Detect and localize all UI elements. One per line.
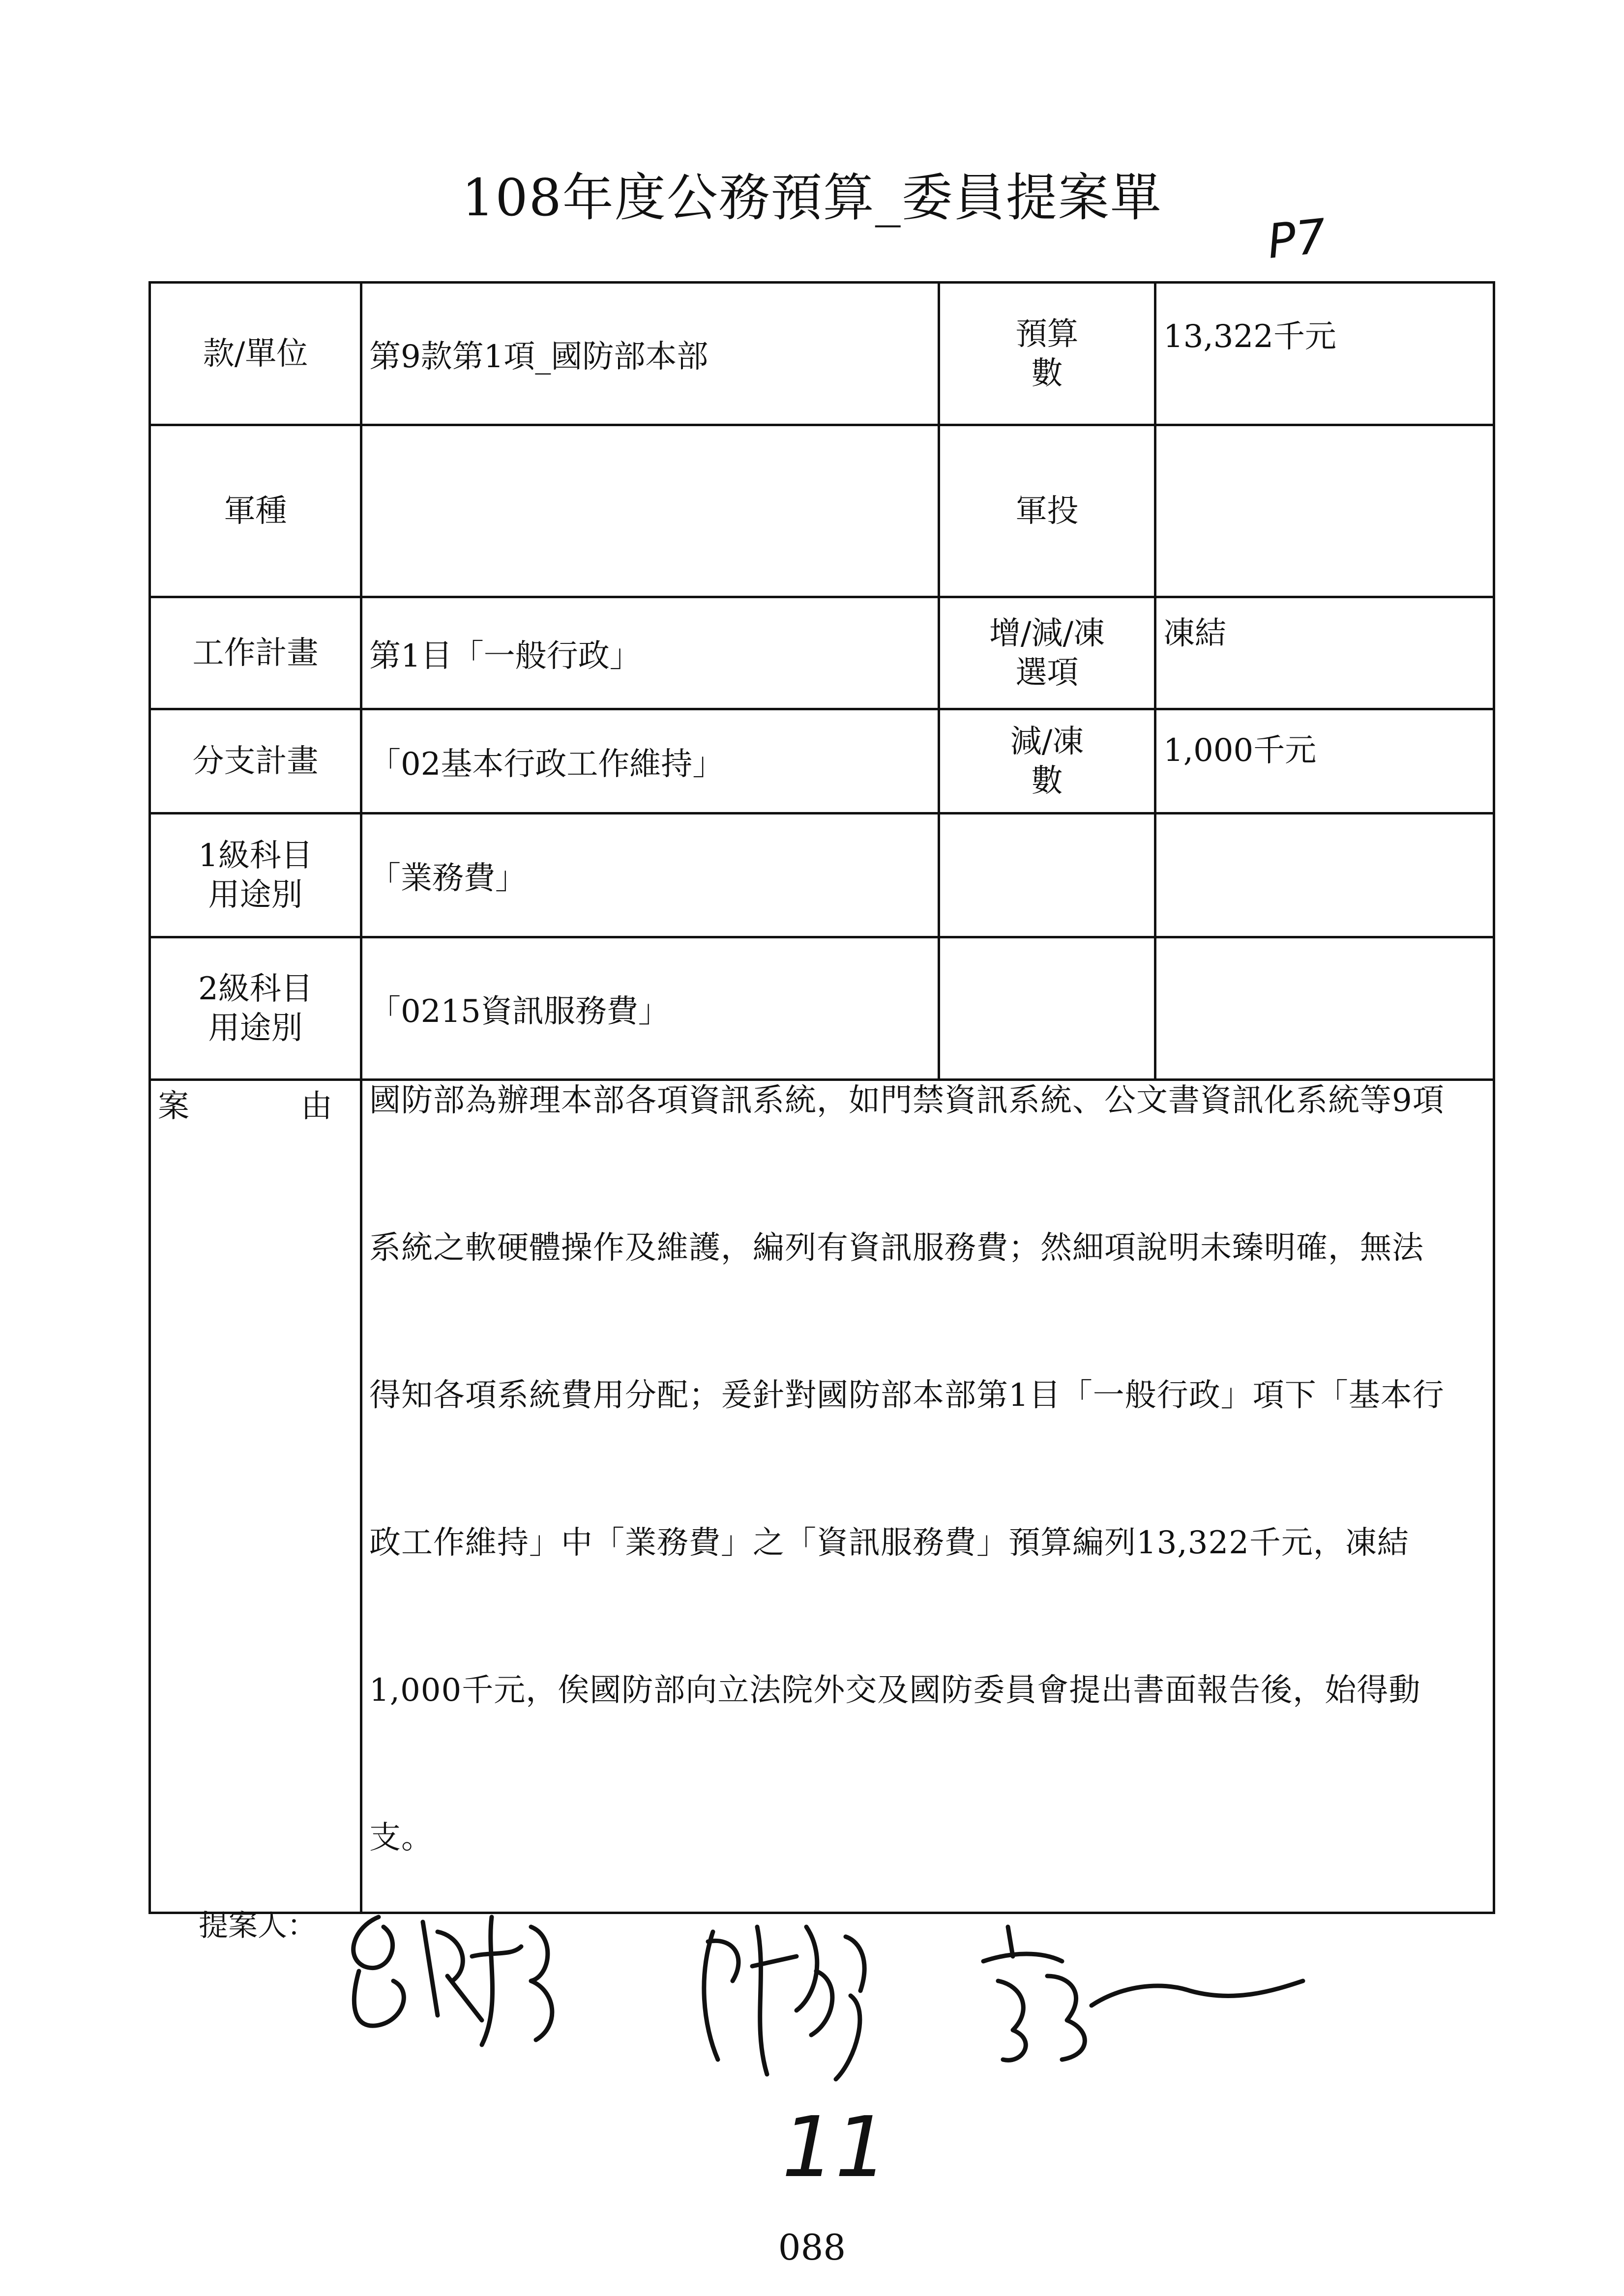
military-label: 軍種	[150, 425, 361, 597]
reason-label: 案 由	[150, 1080, 361, 1913]
budget-label: 預算 數	[939, 283, 1155, 425]
reason-body	[361, 1080, 1494, 1913]
row-unit	[150, 283, 1494, 425]
level1-empty-2	[1155, 814, 1494, 937]
row-military	[150, 425, 1494, 597]
reason-line: 系統之軟硬體操作及維護，編列有資訊服務費；然細項說明未臻明確，無法	[369, 1230, 1424, 1266]
work-plan-label: 工作計畫	[150, 597, 361, 709]
reason-line: 1,000千元，俟國防部向立法院外交及國防委員會提出書面報告後，始得動	[369, 1672, 1421, 1709]
row-branch-plan	[150, 709, 1494, 814]
military-invest-value	[1155, 425, 1494, 597]
reason-line: 得知各項系統費用分配；爰針對國防部本部第1目「一般行政」項下「基本行	[369, 1377, 1445, 1414]
unit-label: 款/單位	[150, 283, 361, 425]
option-value: 凍結	[1155, 597, 1494, 709]
level2-label: 2級科目 用途別	[150, 937, 361, 1080]
form-title: 108年度公務預算_委員提案單	[462, 168, 1162, 228]
proposal-form-table	[148, 281, 1495, 1914]
signatures-image	[325, 1897, 1357, 2104]
level2-empty-1	[939, 937, 1155, 1080]
row-level2	[150, 937, 1494, 1080]
signature-3	[983, 1927, 1303, 2060]
reason-line: 支。	[369, 1820, 433, 1856]
level1-empty-1	[939, 814, 1155, 937]
signature-2	[704, 1927, 864, 2079]
level1-value: 「業務費」	[361, 814, 939, 937]
branch-plan-value: 「02基本行政工作維持」	[361, 709, 939, 814]
row-reason	[150, 1080, 1494, 1913]
unit-value: 第9款第1項_國防部本部	[361, 283, 939, 425]
proposer-label: 提案人：	[199, 1909, 317, 1943]
level2-value: 「0215資訊服務費」	[361, 937, 939, 1080]
budget-value: 13,322千元	[1155, 283, 1494, 425]
military-invest-label: 軍投	[939, 425, 1155, 597]
page-mark: P7	[1265, 208, 1329, 269]
page-number: 088	[778, 2227, 846, 2268]
handwritten-number: 11	[782, 2099, 888, 2196]
military-value	[361, 425, 939, 597]
row-level1	[150, 814, 1494, 937]
reduce-freeze-label: 減/凍 數	[939, 709, 1155, 814]
reduce-freeze-value: 1,000千元	[1155, 709, 1494, 814]
level2-empty-2	[1155, 937, 1494, 1080]
signature-1	[354, 1917, 552, 2045]
level1-label: 1級科目 用途別	[150, 814, 361, 937]
reason-line: 政工作維持」中「業務費」之「資訊服務費」預算編列13,322千元，凍結	[369, 1525, 1409, 1561]
branch-plan-label: 分支計畫	[150, 709, 361, 814]
reason-line: 國防部為辦理本部各項資訊系統，如門禁資訊系統、公文書資訊化系統等9項	[369, 1082, 1445, 1119]
row-work-plan	[150, 597, 1494, 709]
option-label: 增/減/凍 選項	[939, 597, 1155, 709]
work-plan-value: 第1目「一般行政」	[361, 597, 939, 709]
